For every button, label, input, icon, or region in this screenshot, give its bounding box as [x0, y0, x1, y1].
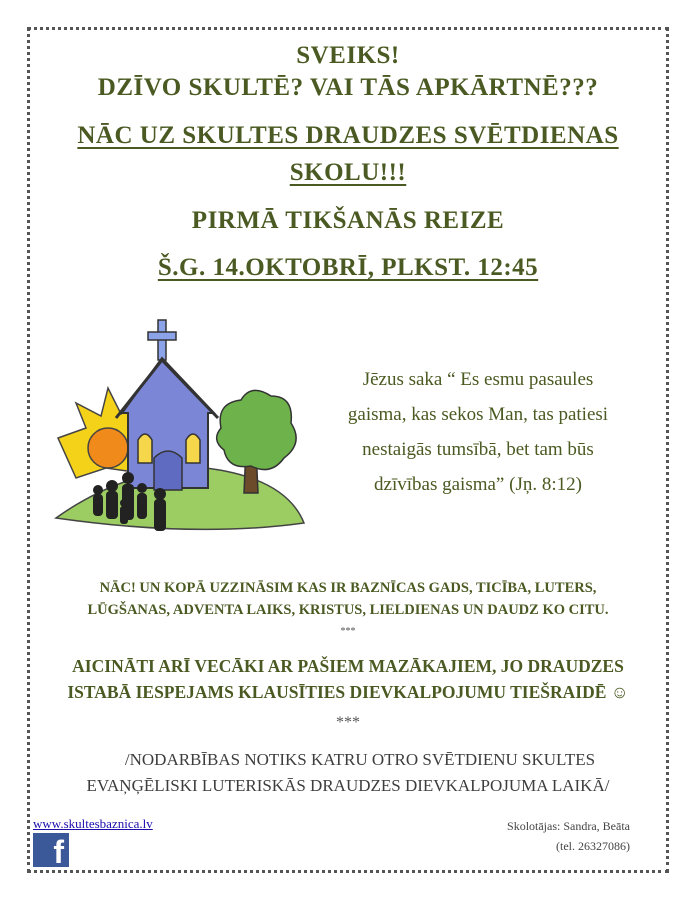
- topics-line-1: NĀC! UN KOPĀ UZZINĀSIM KAS IR BAZNĪCAS GADS, TICĪBA, LUTERS,: [99, 580, 597, 596]
- church-door: [154, 451, 182, 490]
- question-heading: DZĪVO SKULTĒ? VAI TĀS APKĀRTNĒ???: [97, 74, 599, 101]
- quote-line-3: nestaigās tumsībā, bet tam būs: [362, 439, 594, 460]
- separator-small: ***: [340, 626, 356, 637]
- invite-line-2: SKOLU!!!: [289, 159, 407, 186]
- church-illustration: [46, 318, 308, 543]
- parents-line-2: ISTABĀ IESPEJAMS KLAUSĪTIES DIEVKALPOJUMU TIEŠRAIDĒ ☺: [67, 682, 629, 702]
- facebook-letter: f: [53, 834, 64, 870]
- invite-line-1: NĀC UZ SKULTES DRAUDZES SVĒTDIENAS: [77, 122, 619, 149]
- quote-line-2: gaisma, kas sekos Man, tas patiesi: [347, 404, 609, 425]
- teachers-names: Skolotājas: Sandra, Beāta: [507, 819, 630, 833]
- bible-quote: [330, 362, 626, 502]
- date-time-heading: Š.G. 14.OKTOBRĪ, PLKST. 12:45: [157, 254, 539, 281]
- website-link[interactable]: www.skultesbaznica.lv: [33, 816, 153, 831]
- facebook-icon[interactable]: [33, 833, 69, 870]
- parents-line-1: AICINĀTI ARĪ VECĀKI AR PAŠIEM MAZĀKAJIEM, JO DRAUDZES: [72, 656, 624, 676]
- teachers-phone: (tel. 26327086): [556, 839, 630, 853]
- first-meeting-heading: PIRMĀ TIKŠANĀS REIZE: [191, 207, 505, 234]
- greeting: SVEIKS!: [296, 42, 400, 69]
- quote-line-1: Jēzus saka “ Es esmu pasaules: [362, 369, 594, 390]
- cross-icon: [148, 320, 176, 360]
- church-window-right: [186, 434, 200, 463]
- topics-line-2: LŪGŠANAS, ADVENTA LAIKS, KRISTUS, LIELDIENAS UN DAUDZ KO CITU.: [87, 602, 609, 618]
- teachers-info: [507, 816, 630, 856]
- church-window-left: [138, 434, 152, 463]
- quote-line-4: dzīvības gaisma” (Jņ. 8:12): [374, 474, 582, 495]
- schedule-line-2: EVAŅĢĒLISKI LUTERISKĀS DRAUDZES DIEVKALPOJUMA LAIKĀ/: [86, 776, 610, 795]
- schedule-line-1: /NODARBĪBAS NOTIKS KATRU OTRO SVĒTDIENU SKULTES: [124, 750, 596, 769]
- separator-large: ***: [336, 714, 360, 731]
